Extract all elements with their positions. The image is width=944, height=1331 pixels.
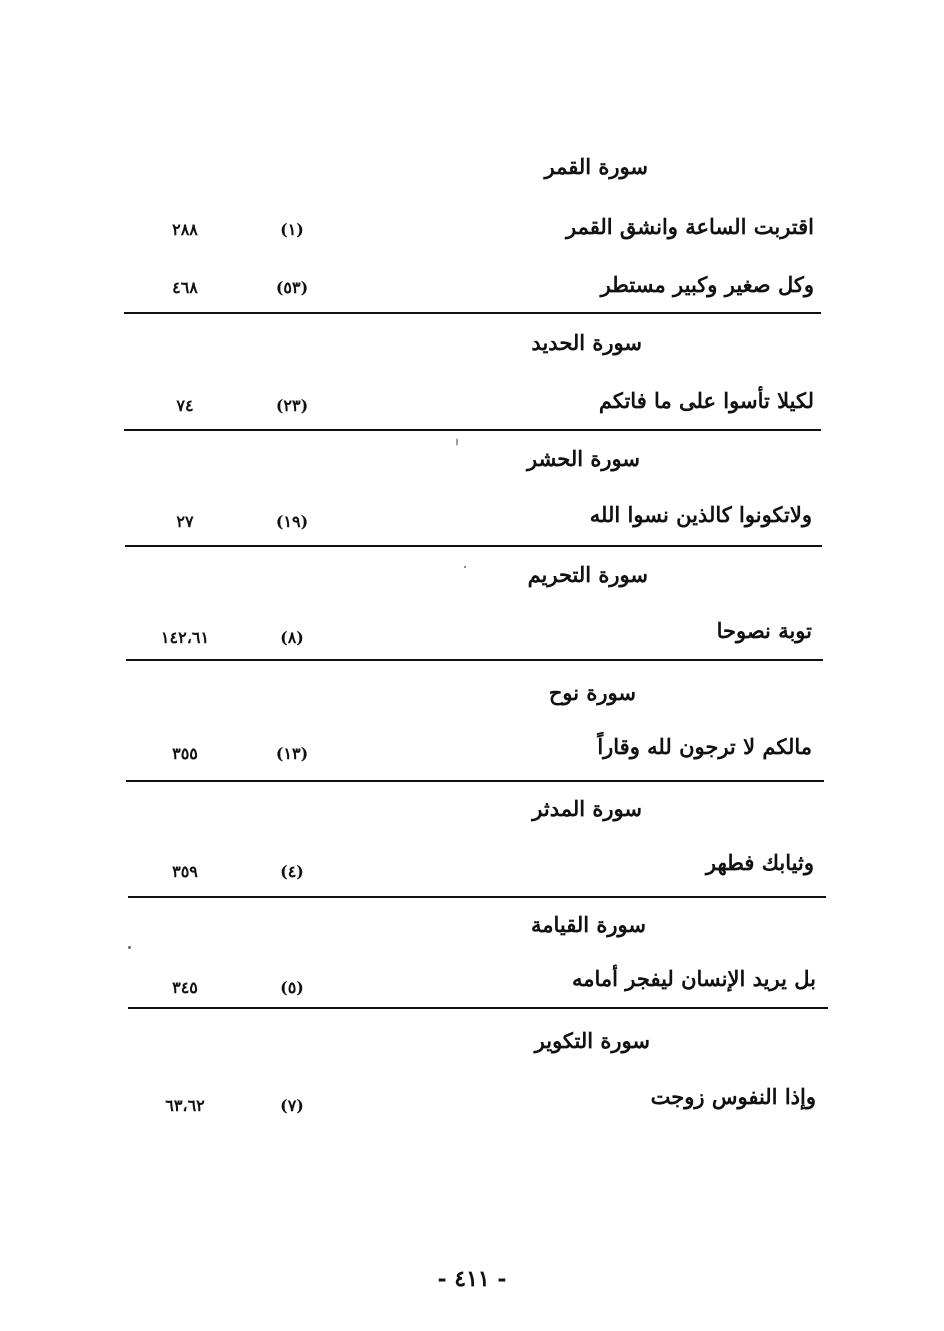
- verse-number: (٥): [280, 978, 304, 997]
- section-divider: [124, 429, 821, 431]
- scan-speck: [128, 946, 131, 949]
- verse-text: وإذا النفوس زوجت: [650, 1084, 816, 1109]
- verse-number: (١٣): [275, 744, 309, 763]
- verse-row: [0, 618, 944, 654]
- page-number: - ٤١١ -: [437, 1266, 507, 1292]
- verse-number: (١): [280, 220, 304, 239]
- verse-text: اقتربت الساعة وانشق القمر: [565, 214, 814, 239]
- verse-text: ولاتكونوا كالذين نسوا الله: [589, 502, 812, 527]
- verse-text: وثيابك فطهر: [705, 850, 814, 875]
- page-reference: ٣٤٥: [172, 978, 198, 997]
- verse-row: [0, 502, 944, 538]
- verse-row: [0, 388, 944, 424]
- surah-title-al-hashr: سورة الحشر: [526, 446, 640, 471]
- surah-title-al-qiyamah: سورة القيامة: [531, 912, 646, 937]
- verse-row: [0, 1084, 944, 1120]
- verse-number: (٥٣): [275, 278, 309, 297]
- page-reference: ٢٧: [176, 512, 194, 531]
- surah-title-al-muddaththir: سورة المدثر: [532, 796, 642, 821]
- verse-row: [0, 272, 944, 308]
- verse-text: توبة نصوحا: [716, 618, 812, 643]
- page-reference: ١٤٢،٦١: [160, 628, 210, 647]
- page-reference: ٣٥٥: [172, 744, 198, 763]
- verse-row: [0, 850, 944, 886]
- verse-number: (٤): [280, 862, 304, 881]
- verse-text: بل يريد الإنسان ليفجر أمامه: [572, 966, 816, 991]
- verse-text: لكيلا تأسوا على ما فاتكم: [598, 388, 814, 413]
- surah-title-nuh: سورة نوح: [548, 680, 636, 705]
- verse-number: (٢٣): [275, 396, 309, 415]
- surah-title-al-takwir: سورة التكوير: [534, 1028, 650, 1053]
- verse-row: [0, 214, 944, 250]
- section-divider: [128, 896, 826, 898]
- surah-title-al-hadid: سورة الحديد: [531, 330, 642, 355]
- section-divider: [128, 1007, 828, 1009]
- surah-title-al-tahrim: سورة التحريم: [527, 562, 648, 587]
- verse-text: مالكم لا ترجون لله وقاراً: [597, 734, 812, 759]
- scan-speck: [456, 438, 458, 446]
- section-divider: [125, 545, 822, 547]
- verse-row: [0, 734, 944, 770]
- verse-text: وكل صغير وكبير مستطر: [600, 272, 814, 297]
- section-divider: [124, 312, 821, 314]
- section-divider: [126, 659, 823, 661]
- page-reference: ٣٥٩: [172, 862, 198, 881]
- page-reference: ٤٦٨: [172, 278, 198, 297]
- scan-speck: [464, 566, 466, 568]
- surah-title-al-qamar: سورة القمر: [544, 154, 648, 179]
- page-reference: ٦٣،٦٢: [165, 1096, 205, 1115]
- verse-number: (١٩): [275, 512, 309, 531]
- section-divider: [126, 780, 824, 782]
- page-reference: ٧٤: [176, 396, 194, 415]
- verse-row: [0, 966, 944, 1002]
- verse-number: (٧): [280, 1096, 304, 1115]
- verse-number: (٨): [280, 628, 304, 647]
- page-reference: ٢٨٨: [172, 220, 198, 239]
